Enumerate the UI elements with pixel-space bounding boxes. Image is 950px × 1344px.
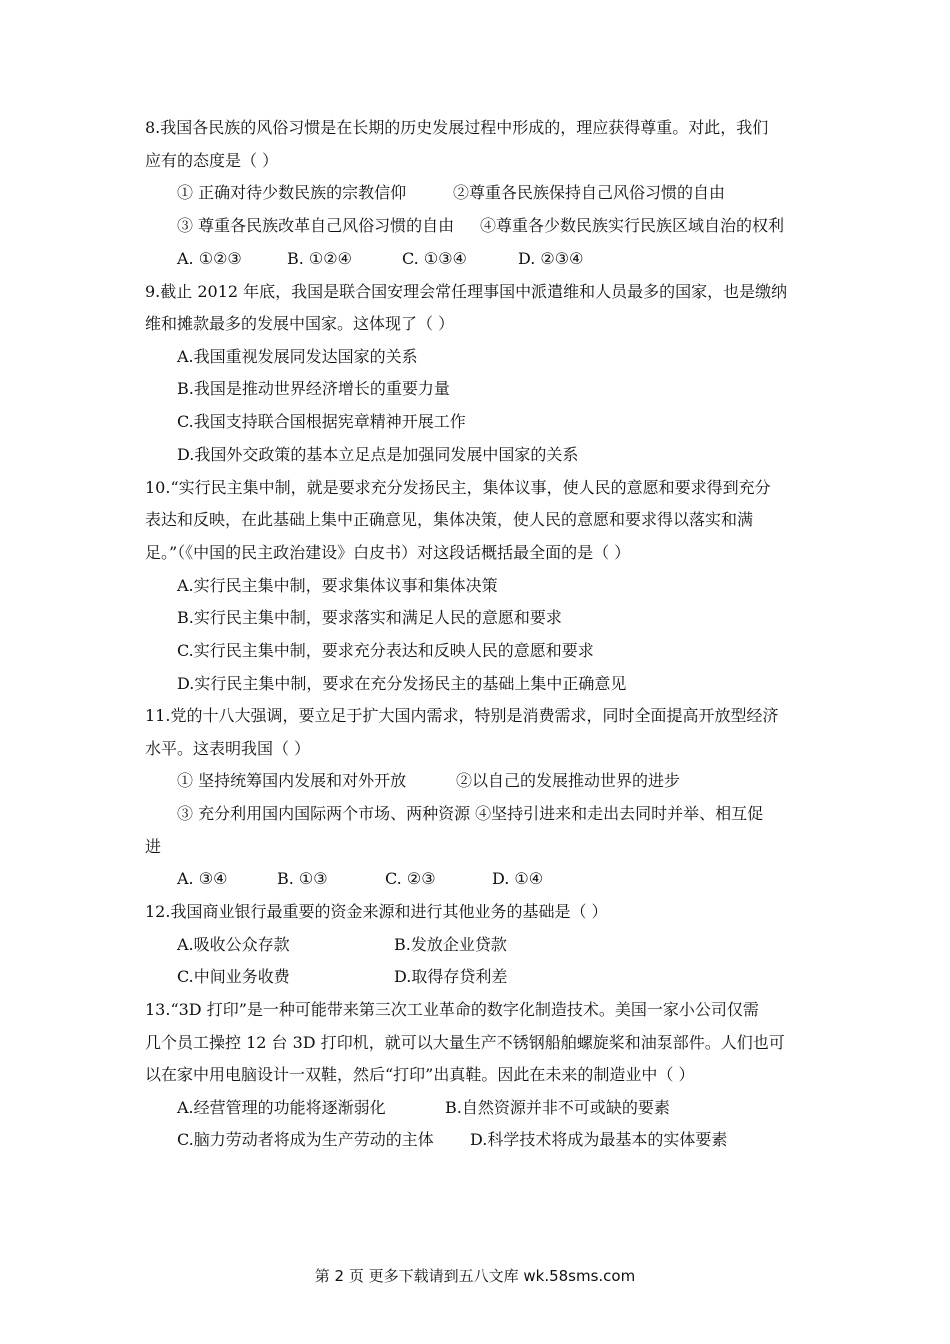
question-stem: 以在家中用电脑设计一双鞋，然后“打印”出真鞋。因此在未来的制造业中（ ） [145,1065,695,1084]
answer-option: B.发放企业贷款 [394,935,507,954]
answer-option: A.实行民主集中制，要求集体议事和集体决策 [177,576,498,595]
answer-option: C. ②③ [385,869,436,888]
question-stem: 9.截止 2012 年底，我国是联合国安理会常任理事国中派遣维和人员最多的国家，也是缴纳 [145,282,788,301]
question-stem: 13.“3D 打印”是一种可能带来第三次工业革命的数字化制造技术。美国一家小公司仅需 [145,1000,759,1019]
answer-option: C. ①③④ [402,249,467,268]
question-stem: 10.“实行民主集中制，就是要求充分发扬民主，集体议事，使人民的意愿和要求得到充分 [145,478,771,497]
answer-option: B.我国是推动世界经济增长的重要力量 [177,379,450,398]
question-stem: 水平。这表明我国（ ） [145,739,311,758]
question-stem: 维和摊款最多的发展中国家。这体现了（ ） [145,314,455,333]
page-footer: 第 2 页 更多下载请到五八文库 wk.58sms.com [314,1267,636,1285]
answer-option: A.我国重视发展同发达国家的关系 [177,347,418,366]
statement-item: 进 [145,837,162,856]
answer-option: A.经营管理的功能将逐渐弱化 [177,1098,386,1117]
answer-option: C.中间业务收费 [177,967,290,986]
statement-item: ① 正确对待少数民族的宗教信仰 [177,183,407,202]
answer-option: A. ③④ [177,869,228,888]
statement-item: ③ 充分利用国内国际两个市场、两种资源 ④坚持引进来和走出去同时并举、相互促 [177,804,764,823]
answer-option: C.脑力劳动者将成为生产劳动的主体 [177,1130,434,1149]
question-stem: 8.我国各民族的风俗习惯是在长期的历史发展过程中形成的，理应获得尊重。对此，我们 [145,118,769,137]
statement-item: ① 坚持统筹国内发展和对外开放 [177,771,407,790]
answer-option: B. ①②④ [287,249,352,268]
statement-item: ③ 尊重各民族改革自己风俗习惯的自由 [177,216,455,235]
statement-item: ②以自己的发展推动世界的进步 [456,771,681,790]
answer-option: D. ②③④ [518,249,584,268]
answer-option: A.吸收公众存款 [177,935,290,954]
statement-item: ④尊重各少数民族实行民族区域自治的权利 [480,216,785,235]
answer-option: B.实行民主集中制，要求落实和满足人民的意愿和要求 [177,608,562,627]
answer-option: A. ①②③ [177,249,242,268]
answer-option: D.取得存贷利差 [394,967,508,986]
answer-option: C.我国支持联合国根据宪章精神开展工作 [177,412,466,431]
answer-option: D.我国外交政策的基本立足点是加强同发展中国家的关系 [177,445,579,464]
question-stem: 12.我国商业银行最重要的资金来源和进行其他业务的基础是（ ） [145,902,608,921]
answer-option: B.自然资源并非不可或缺的要素 [445,1098,670,1117]
question-stem: 应有的态度是（ ） [145,151,279,170]
question-stem: 表达和反映，在此基础上集中正确意见，集体决策，使人民的意愿和要求得以落实和满 [145,510,754,529]
answer-option: D. ①④ [492,869,544,888]
statement-item: ②尊重各民族保持自己风俗习惯的自由 [453,183,726,202]
answer-option: B. ①③ [277,869,328,888]
answer-option: D.科学技术将成为最基本的实体要素 [470,1130,728,1149]
question-stem: 几个员工操控 12 台 3D 打印机，就可以大量生产不锈钢船舶螺旋桨和油泵部件。人们也可 [145,1033,785,1052]
answer-option: C.实行民主集中制，要求充分表达和反映人民的意愿和要求 [177,641,594,660]
question-stem: 11.党的十八大强调，要立足于扩大国内需求，特别是消费需求，同时全面提高开放型经济 [145,706,779,725]
answer-option: D.实行民主集中制，要求在充分发扬民主的基础上集中正确意见 [177,674,627,693]
question-stem: 足。”（《中国的民主政治建设》白皮书）对这段话概括最全面的是（ ） [145,543,631,562]
